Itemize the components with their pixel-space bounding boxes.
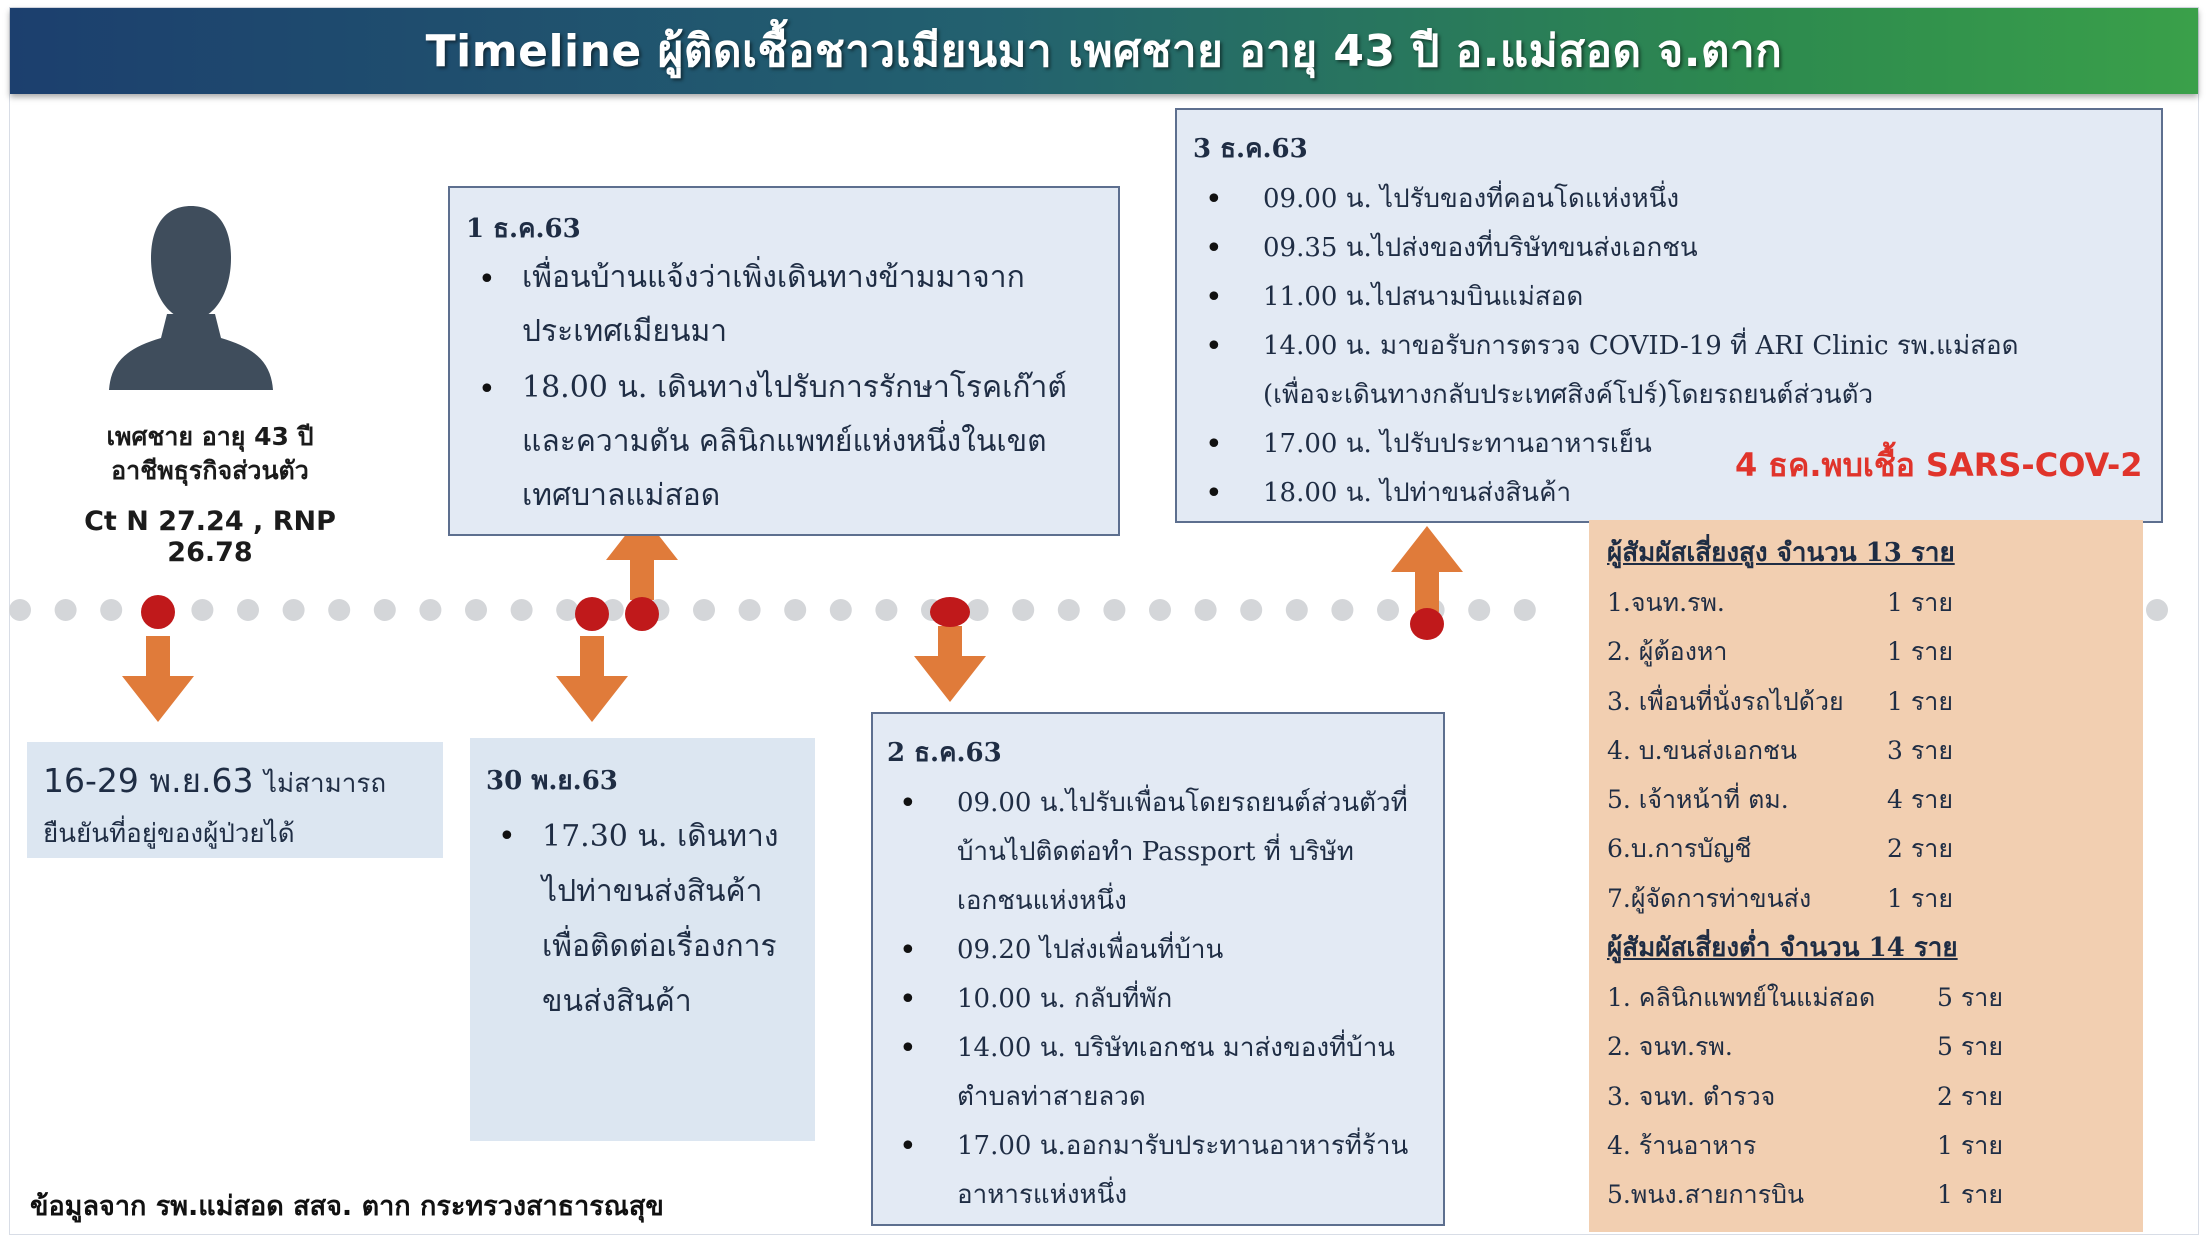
event-marker	[625, 597, 659, 631]
event-item: • 18.00 น. ไปท่าขนส่งสินค้า	[1193, 469, 2145, 518]
contact-group: 6.บ.การบัญชี	[1607, 834, 1752, 864]
contact-row	[1607, 824, 2133, 873]
patient-occupation: อาชีพธุรกิจส่วนตัว	[111, 456, 309, 485]
timeline-dot	[2146, 599, 2168, 621]
event-item: • เพื่อนบ้านแจ้งว่าเพิ่งเดินทางข้ามมาจากประเทศเมียนมา	[466, 251, 1102, 359]
event-text: ยืนยันที่อยู่ของผู้ป่วยได้	[43, 819, 295, 849]
timeline-dot	[1514, 599, 1536, 621]
contact-row	[1607, 1072, 2133, 1121]
timeline-dot	[1195, 599, 1217, 621]
contacts-panel	[1589, 520, 2143, 1232]
timeline-dot	[1286, 599, 1308, 621]
event-item: • 09.20 ไปส่งเพื่อนที่บ้าน	[887, 926, 1429, 975]
timeline-dot	[191, 599, 213, 621]
event-marker	[1410, 608, 1444, 640]
contact-group: 4. บ.ขนส่งเอกชน	[1607, 735, 1798, 765]
event-item	[1193, 322, 2145, 420]
event-marker	[930, 597, 970, 627]
event-item: • 09.00 น.ไปรับเพื่อนโดยรถยนต์ส่วนตัวที่บ้านไปติดต่อทำ Passport ที่ บริษัทเอกชนแห่งหนึ่ง	[887, 779, 1429, 926]
contact-group: 2. จนท.รพ.	[1607, 1032, 1733, 1062]
contact-group: 2. ผู้ต้องหา	[1607, 637, 1728, 667]
contact-count: 4 ราย	[1887, 785, 1953, 815]
event-marker	[141, 595, 175, 629]
contact-count: 2 ราย	[1937, 1081, 2003, 1111]
event-box-16-29-nov	[27, 742, 443, 858]
timeline-dot	[465, 599, 487, 621]
arrow-down	[914, 626, 986, 702]
contact-count: 5 ราย	[1937, 983, 2003, 1013]
event-item: • 09.00 น. ไปรับของที่คอนโดแห่งหนึ่ง	[1193, 175, 2145, 224]
arrow-up	[1391, 526, 1463, 612]
event-item: • 18.00 น. เดินทางไปรับการรักษาโรคเก๊าต์และความดัน คลินิกแพทย์แห่งหนึ่งในเขตเทศบาลแม่สอด	[466, 361, 1102, 523]
event-item-continuation: (เพื่อจะเดินทางกลับประเทศสิงค์โปร์)โดยรถยนต์ส่วนตัว	[1263, 380, 1874, 410]
event-item: • 17.00 น. ไปรับประทานอาหารเย็น	[1193, 420, 2145, 469]
contact-row	[1607, 1121, 2133, 1170]
positive-result-note: 4 ธค.พบเชื้อ SARS-COV-2	[1735, 446, 2143, 484]
timeline-dot	[328, 599, 350, 621]
page-title: Timeline ผู้ติดเชื้อชาวเมียนมา เพศชาย อายุ 43 ปี อ.แม่สอด จ.ตาก	[425, 26, 1783, 77]
timeline-dot	[1240, 599, 1262, 621]
contact-count: 1 ราย	[1887, 686, 1953, 716]
timeline-dot	[967, 599, 989, 621]
contact-count: 1 ราย	[1887, 883, 1953, 913]
event-item-text: 14.00 น. มาขอรับการตรวจ COVID-19 ที่ ARI Clinic รพ.แม่สอด	[1263, 331, 2019, 361]
timeline-dot	[1103, 599, 1125, 621]
timeline-dot	[1149, 599, 1171, 621]
timeline-dot	[9, 599, 31, 621]
high-risk-heading: ผู้สัมผัสเสี่ยงสูง จำนวน 13 ราย	[1607, 538, 1955, 568]
contact-row	[1607, 1170, 2133, 1219]
timeline-dot	[1058, 599, 1080, 621]
event-date: 16-29 พ.ย.63	[43, 761, 254, 800]
low-risk-heading: ผู้สัมผัสเสี่ยงต่ำ จำนวน 14 ราย	[1607, 933, 1958, 964]
contact-count: 5 ราย	[1937, 1032, 2003, 1062]
contact-group: 1. คลินิกแพทย์ในแม่สอด	[1607, 983, 1876, 1013]
contact-group: 3. จนท. ตำรวจ	[1607, 1081, 1776, 1111]
event-item: • 17.00 น.ออกมารับประทานอาหารที่ร้านอาหารแห่งหนึ่ง	[887, 1122, 1429, 1220]
contact-row	[1607, 973, 2133, 1022]
timeline-dot	[283, 599, 305, 621]
contact-group: 5. เจ้าหน้าที่ ตม.	[1607, 785, 1789, 815]
contact-group: 4. ร้านอาหาร	[1607, 1130, 1757, 1160]
contact-count: 1 ราย	[1937, 1180, 2003, 1210]
contact-group: 5.พนง.สายการบิน	[1607, 1180, 1805, 1210]
event-date: 1 ธ.ค.63	[466, 214, 581, 244]
patient-sex-age: เพศชาย อายุ 43 ปี	[106, 422, 314, 451]
timeline-dot	[374, 599, 396, 621]
timeline-dot	[830, 599, 852, 621]
timeline-dot	[55, 599, 77, 621]
contact-count: 2 ราย	[1887, 834, 1953, 864]
timeline-dot	[1331, 599, 1353, 621]
contact-row	[1607, 1022, 2133, 1071]
timeline-dot	[1377, 599, 1399, 621]
contact-count: 3 ราย	[1887, 735, 1953, 765]
timeline-dot	[556, 599, 578, 621]
timeline-dot	[739, 599, 761, 621]
timeline-dot	[511, 599, 533, 621]
contact-group: 1.จนท.รพ.	[1607, 588, 1725, 617]
arrow-down	[556, 636, 628, 722]
contact-row	[1607, 677, 2133, 726]
contact-row	[1607, 874, 2133, 923]
contact-group: 7.ผู้จัดการท่าขนส่ง	[1607, 883, 1812, 913]
person-icon	[105, 202, 277, 390]
event-item: • 17.30 น. เดินทางไปท่าขนส่งสินค้า เพื่อติดต่อเรื่องการขนส่งสินค้า	[486, 809, 799, 1029]
timeline-dot	[1012, 599, 1034, 621]
contact-count: 1 ราย	[1887, 637, 1953, 667]
event-box-2-dec	[871, 712, 1445, 1226]
timeline-dot	[693, 599, 715, 621]
contact-group: 3. เพื่อนที่นั่งรถไปด้วย	[1607, 686, 1844, 716]
event-text: ไม่สามารถ	[263, 769, 387, 799]
timeline-dot	[237, 599, 259, 621]
event-item: • 09.35 น.ไปส่งของที่บริษัทขนส่งเอกชน	[1193, 224, 2145, 273]
timeline-dot	[100, 599, 122, 621]
contact-row	[1607, 775, 2133, 824]
event-date: 2 ธ.ค.63	[887, 738, 1002, 768]
source-note: ข้อมูลจาก รพ.แม่สอด สสจ. ตาก กระทรวงสาธารณสุข	[30, 1191, 664, 1222]
event-date: 30 พ.ย.63	[486, 766, 618, 796]
contact-row	[1607, 726, 2133, 775]
event-item: • 14.00 น. บริษัทเอกชน มาส่งของที่บ้านตำบลท่าสายลวด	[887, 1024, 1429, 1122]
arrow-down	[122, 636, 194, 722]
patient-ct-values: Ct N 27.24 , RNP 26.78	[84, 506, 336, 568]
contact-count: 1 ราย	[1937, 1130, 2003, 1160]
timeline-dot	[419, 599, 441, 621]
event-date: 3 ธ.ค.63	[1193, 134, 1308, 164]
event-box-1-dec	[448, 186, 1120, 536]
event-item: • 10.00 น. กลับที่พัก	[887, 975, 1429, 1024]
event-marker	[575, 597, 609, 631]
contact-row	[1607, 627, 2133, 676]
contact-count: 1 ราย	[1887, 588, 1953, 617]
timeline-dot	[875, 599, 897, 621]
patient-info	[40, 420, 380, 568]
contact-row	[1607, 578, 2133, 627]
event-box-30-nov	[470, 738, 815, 1141]
timeline-dot	[784, 599, 806, 621]
event-item: • 11.00 น.ไปสนามบินแม่สอด	[1193, 273, 2145, 322]
timeline-dot	[1468, 599, 1490, 621]
